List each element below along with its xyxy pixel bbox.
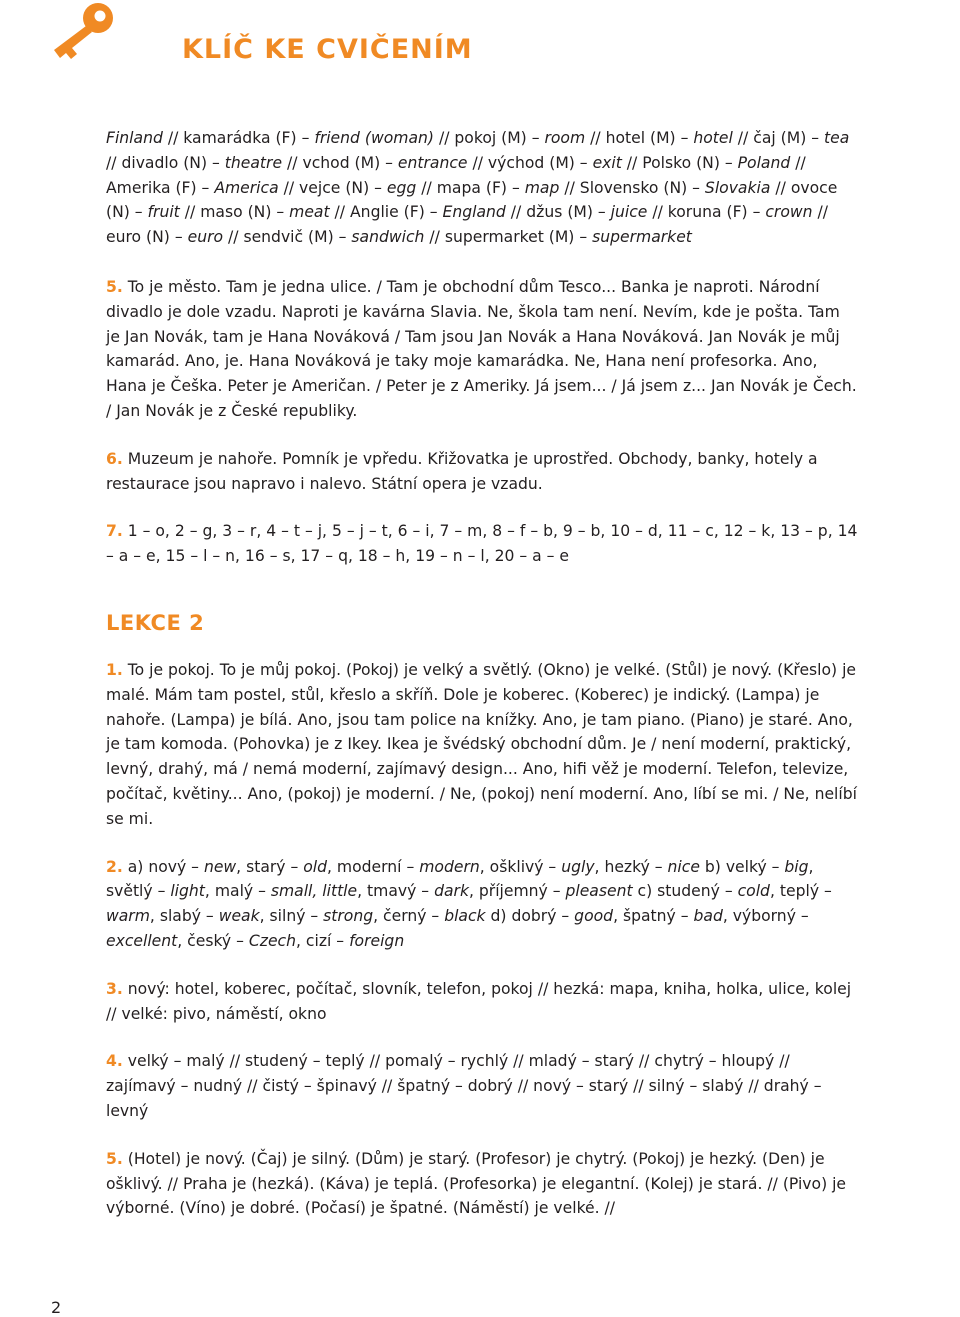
exercise-number: 7. — [106, 522, 123, 541]
exercise-5: 5. To je město. Tam je jedna ulice. / Tam je obchodní dům Tesco... Banka je naproti. Národní divadlo je dole vzadu. Naproti je kavárna Slavia. Ne, škola tam není. Nevím, kde je pošta. Tam je Jan Novák, tam je Hana Nováková / Tam jsou Jan Novák a Hana Nováková. Jan Novák je můj kamarád. Ano, je. Hana Nováková je taky moje kamarádka. Ne, Hana není profesorka. Ano, Hana je Češka. Peter je Američan. / Peter je z Ameriky. Já jsem... / Já jsem z... Jan Novák je Čech. / Jan Novák je z České republiky. — [106, 277, 857, 420]
exercise-number: 5. — [106, 1149, 123, 1168]
exercise-number: 6. — [106, 449, 123, 468]
lesson2-exercise-4: 4. velký – malý // studený – teplý // pomalý – rychlý // mladý – starý // chytrý – hloupý // zajímavý – nudný // čistý – špinavý // špatný – dobrý // nový – starý // silný – slabý // drahý – levný — [106, 1052, 822, 1120]
page-title: KLÍČ KE CVIČENÍM — [182, 34, 473, 65]
exercise-number: 5. — [106, 277, 123, 296]
lesson2-exercise-2: 2. a) nový – new, starý – old, moderní – modern, ošklivý – ugly, hezký – nice b) velký – big, světlý – light, malý – small, little, tmavý – dark, příjemný – pleasent c) studený – cold, teplý – warm, slabý – weak, silný – strong, černý – black d) dobrý – good, špatný – bad, výborný – excellent, český – Czech, cizí – foreign — [106, 857, 832, 950]
lesson-heading: LEKCE 2 — [106, 610, 205, 635]
exercise-number: 3. — [106, 979, 123, 998]
vocabulary-list: Finland // kamarádka (F) – friend (woman) // pokoj (M) – room // hotel (M) – hotel // čaj (M) – tea // divadlo (N) – theatre // vchod (M) – entrance // východ (M) – exit // Polsko (N) – Poland // Amerika (F) – America // vejce (N) – egg // mapa (F) – map // Slovensko (N) – Slovakia // ovoce (N) – fruit // maso (N) – meat // Anglie (F) – England // džus (M) – juice // koruna (F) – crown // euro (N) – euro // sendvič (M) – sandwich // supermarket (M) – supermarket — [106, 129, 850, 247]
exercise-number: 2. — [106, 857, 123, 876]
key-icon — [48, 0, 118, 64]
exercise-6: 6. Muzeum je nahoře. Pomník je vpředu. Křižovatka je uprostřed. Obchody, banky, hotely a restaurace jsou napravo i nalevo. Státní opera je vzadu. — [106, 449, 818, 493]
lesson2-exercise-1: 1. To je pokoj. To je můj pokoj. (Pokoj) je velký a světlý. (Okno) je velké. (Stůl) je nový. (Křeslo) je malé. Mám tam postel, stůl, křeslo a skříň. Dole je koberec. (Koberec) je indický. (Lampa) je nahoře. (Lampa) je bílá. Ano, jsou tam police na knížky. Ano, je tam piano. (Piano) je staré. Ano, je tam komoda. (Pohovka) je z Ikey. Ikea je švédský obchodní dům. Je / není moderní, praktický, levný, drahý, má / nemá moderní, zajímavý design... Ano, hifi věž je moderní. Telefon, televize, počítač, květiny... Ano, (pokoj) je moderní. / Ne, (pokoj) není moderní. Ano, líbí se mi. / Ne, nelíbí se mi. — [106, 660, 857, 828]
lesson2-exercise-3: 3. nový: hotel, koberec, počítač, slovník, telefon, pokoj // hezká: mapa, kniha, holka, ulice, kolej // velké: pivo, náměstí, okno — [106, 979, 852, 1023]
exercise-number: 1. — [106, 660, 123, 679]
lesson2-exercise-5: 5. (Hotel) je nový. (Čaj) je silný. (Dům) je starý. (Profesor) je chytrý. (Pokoj) je hezký. (Den) je ošklivý. // Praha je (hezká). (Káva) je teplá. (Profesorka) je elegantní. (Kolej) je stará. // (Pivo) je výborné. (Víno) je dobré. (Počasí) je špatné. (Náměstí) je velké. // — [106, 1149, 847, 1218]
exercise-number: 4. — [106, 1052, 123, 1071]
page-number: 2 — [51, 1298, 62, 1317]
exercise-7: 7. 1 – o, 2 – g, 3 – r, 4 – t – j, 5 – j – t, 6 – i, 7 – m, 8 – f – b, 9 – b, 10 – d, 11 – c, 12 – k, 13 – p, 14 – a – e, 15 – l – n, 16 – s, 17 – q, 18 – h, 19 – n – l, 20 – a – e — [106, 522, 858, 566]
answer-key-content — [106, 126, 858, 1246]
